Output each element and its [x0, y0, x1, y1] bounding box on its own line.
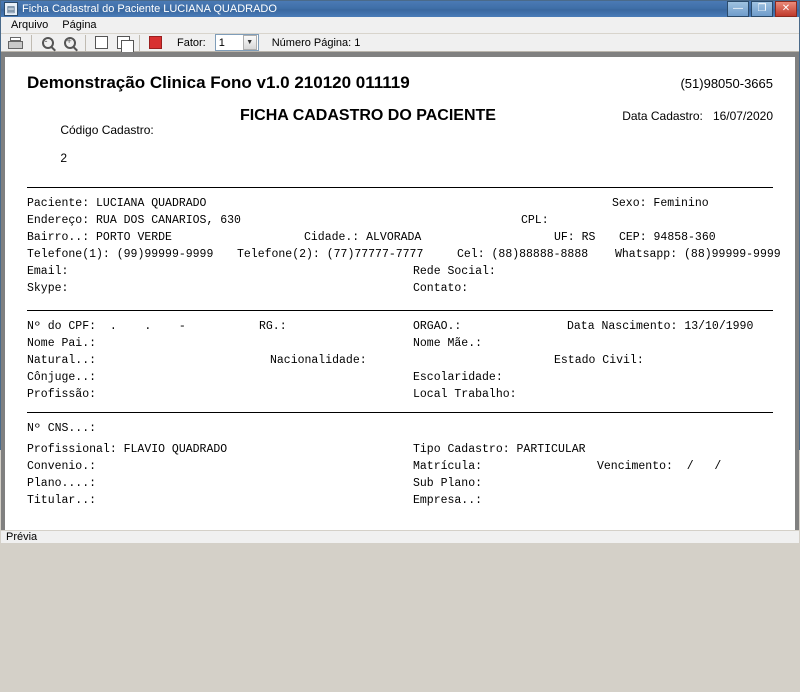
cidade-label: Cidade.:	[304, 231, 360, 244]
report-header	[27, 73, 773, 93]
nome-pai-label: Nome Pai.:	[27, 337, 97, 350]
toolbar	[1, 34, 799, 52]
factor-label: Fator:	[177, 36, 206, 49]
menu-item-arquivo[interactable]: Arquivo	[11, 19, 49, 31]
telefone2-value: (77)77777-7777	[326, 248, 424, 261]
insurance-block	[27, 420, 773, 530]
report-date	[622, 109, 773, 123]
profissao-label: Profissão:	[27, 388, 97, 401]
escolaridade-label: Escolaridade:	[413, 371, 503, 384]
whatsapp-value: (88)99999-9999	[684, 248, 781, 261]
matricula-label: Matrícula:	[413, 460, 483, 473]
menu-bar	[1, 17, 799, 34]
status-bar	[1, 530, 799, 543]
report-date-label: Data Cadastro:	[622, 109, 703, 123]
conjuge-label: Cônjuge..:	[27, 371, 97, 384]
plano-label: Plano....:	[27, 477, 97, 490]
close-button[interactable]: ✕	[775, 1, 797, 17]
cpl-label: CPL:	[521, 214, 549, 227]
whatsapp-label: Whatsapp:	[615, 248, 678, 261]
paciente-label: Paciente:	[27, 197, 90, 210]
uf-label: UF:	[554, 231, 575, 244]
cep-label: CEP:	[619, 231, 647, 244]
cel-label: Cel:	[457, 248, 485, 261]
convenio-label: Convenio.:	[27, 460, 97, 473]
rede-social-label: Rede Social:	[413, 265, 496, 278]
nascimento-value: 13/10/1990	[684, 320, 754, 333]
divider	[27, 187, 773, 188]
rg-label: RG.:	[259, 320, 287, 333]
report-code-value: 2	[60, 151, 68, 165]
nome-mae-label: Nome Mãe.:	[413, 337, 483, 350]
empresa-label: Empresa..:	[413, 494, 483, 507]
single-page-icon[interactable]	[93, 34, 110, 51]
natural-label: Natural..:	[27, 354, 97, 367]
cpf-value: . . -	[109, 320, 186, 333]
uf-value: RS	[581, 231, 596, 244]
toolbar-separator	[85, 35, 86, 51]
cpf-label: Nº do CPF:	[27, 320, 97, 333]
title-bar	[1, 1, 799, 17]
printer-icon[interactable]	[7, 34, 24, 51]
titular-label: Titular..:	[27, 494, 97, 507]
menu-item-pagina[interactable]: Página	[62, 19, 97, 31]
preview-area[interactable]	[1, 52, 799, 530]
tipo-cadastro-label: Tipo Cadastro:	[413, 443, 510, 456]
bairro-label: Bairro..:	[27, 231, 90, 244]
cel-value: (88)88888-8888	[491, 248, 589, 261]
cns-label: Nº CNS...:	[27, 422, 97, 435]
zoom-in-icon[interactable]: +	[61, 34, 78, 51]
window-title: Ficha Cadastral do Paciente LUCIANA QUADRADO	[22, 3, 277, 15]
estado-civil-label: Estado Civil:	[554, 354, 644, 367]
toolbar-separator	[139, 35, 140, 51]
nascimento-label: Data Nascimento:	[567, 320, 678, 333]
multi-page-icon[interactable]	[115, 34, 132, 51]
paciente-value: LUCIANA QUADRADO	[96, 197, 207, 210]
page-number-label: Número Página: 1	[271, 36, 361, 49]
telefone2-label: Telefone(2):	[237, 248, 320, 261]
bairro-value: PORTO VERDE	[96, 231, 172, 244]
report-title: Demonstração Clinica Fono v1.0 210120 011119	[27, 73, 410, 92]
report-date-value: 16/07/2020	[712, 109, 773, 123]
minimize-button[interactable]: —	[727, 1, 749, 17]
zoom-out-icon[interactable]: -	[39, 34, 56, 51]
report-page	[5, 57, 795, 530]
report-subheader	[27, 107, 773, 179]
sexo-label: Sexo:	[612, 197, 647, 210]
personal-data-block	[27, 318, 773, 420]
document-icon: ▤	[4, 2, 18, 16]
report-form-title: FICHA CADASTRO DO PACIENTE	[239, 107, 496, 124]
telefone1-value: (99)99999-9999	[116, 248, 214, 261]
endereco-value: RUA DOS CANARIOS, 630	[96, 214, 241, 227]
orgao-label: ORGAO.:	[413, 320, 462, 333]
endereco-label: Endereço:	[27, 214, 90, 227]
telefone1-label: Telefone(1):	[27, 248, 110, 261]
sub-plano-label: Sub Plano:	[413, 477, 483, 490]
tipo-cadastro-value: PARTICULAR	[516, 443, 586, 456]
contato-label: Contato:	[413, 282, 469, 295]
skype-label: Skype:	[27, 282, 69, 295]
toolbar-separator	[31, 35, 32, 51]
report-phone: (51)98050-3665	[680, 76, 773, 91]
window-controls	[727, 1, 797, 17]
vencimento-label: Vencimento:	[597, 460, 673, 473]
email-label: Email:	[27, 265, 69, 278]
nacionalidade-label: Nacionalidade:	[270, 354, 367, 367]
status-text: Prévia	[6, 531, 38, 543]
maximize-button[interactable]: ❐	[751, 1, 773, 17]
patient-contact-block	[27, 195, 781, 314]
cep-value: 94858-360	[653, 231, 716, 244]
chevron-down-icon[interactable]: ▼	[243, 35, 257, 50]
factor-value: 1	[218, 36, 225, 49]
profissional-value: FLAVIO QUADRADO	[123, 443, 228, 456]
local-trabalho-label: Local Trabalho:	[413, 388, 517, 401]
report-code-label: Código Cadastro:	[60, 123, 154, 137]
sexo-value: Feminino	[653, 197, 709, 210]
stop-icon[interactable]	[147, 34, 164, 51]
cidade-value: ALVORADA	[366, 231, 422, 244]
profissional-label: Profissional:	[27, 443, 117, 456]
vencimento-value: / /	[686, 460, 722, 473]
factor-select[interactable]	[215, 34, 259, 51]
